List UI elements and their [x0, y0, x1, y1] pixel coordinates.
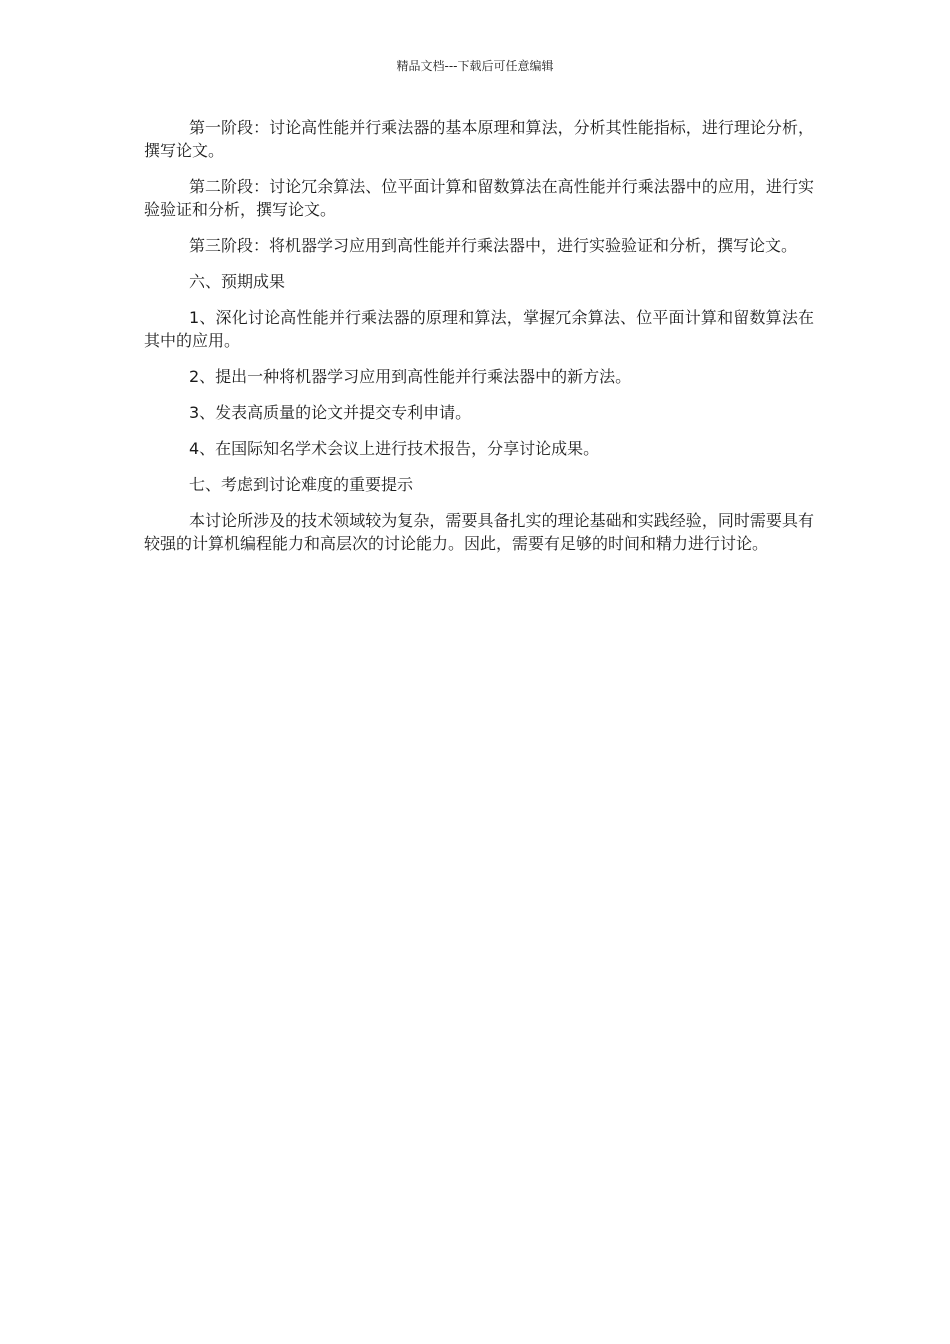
paragraph-difficulty-note: 本讨论所涉及的技术领域较为复杂，需要具备扎实的理论基础和实践经验，同时需要具有较强的计算机编程能力和高层次的讨论能力。因此，需要有足够的时间和精力进行讨论。: [144, 511, 814, 553]
paragraph-stage-three: 第三阶段：将机器学习应用到高性能并行乘法器中，进行实验验证和分析，撰写论文。: [189, 236, 798, 255]
list-item-result-1: 1、深化讨论高性能并行乘法器的原理和算法，掌握冗余算法、位平面计算和留数算法在其中的应用。: [144, 308, 814, 350]
section-heading-expected-results: 六、预期成果: [189, 272, 286, 291]
document-body: [144, 116, 814, 555]
page-header: 精品文档---下载后可任意编辑: [396, 59, 554, 73]
paragraph-stage-one: 第一阶段：讨论高性能并行乘法器的基本原理和算法，分析其性能指标，进行理论分析，撰写论文。: [144, 118, 814, 160]
list-item-result-3: 3、发表高质量的论文并提交专利申请。: [189, 403, 472, 422]
list-item-result-2: 2、提出一种将机器学习应用到高性能并行乘法器中的新方法。: [189, 367, 632, 386]
section-heading-difficulty-note: 七、考虑到讨论难度的重要提示: [189, 475, 414, 494]
paragraph-stage-two: 第二阶段：讨论冗余算法、位平面计算和留数算法在高性能并行乘法器中的应用，进行实验验证和分析，撰写论文。: [144, 177, 814, 219]
list-item-result-4: 4、在国际知名学术会议上进行技术报告，分享讨论成果。: [189, 439, 600, 458]
